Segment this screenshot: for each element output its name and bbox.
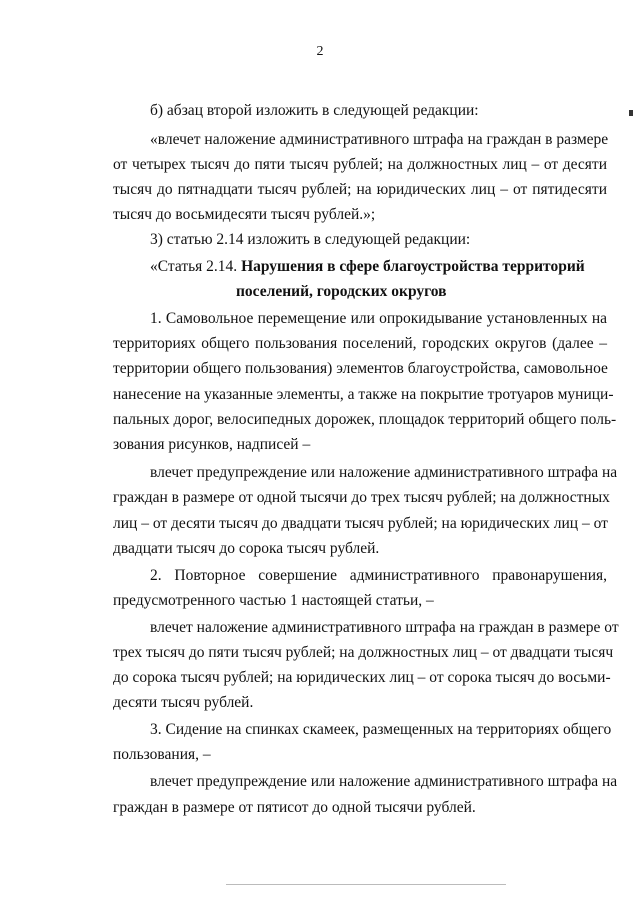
text-line: трех тысяч до пяти тысяч рублей; на должностных лиц – от двадцати тысяч	[113, 644, 614, 661]
text-line: лиц – от десяти тысяч до двадцати тысяч рублей; на юридических лиц – от	[113, 515, 608, 532]
text-line: от четырех тысяч до пяти тысяч рублей; на должностных лиц – от десяти	[113, 156, 607, 173]
text-line: предусмотренного частью 1 настоящей статьи, –	[113, 592, 434, 609]
text-line: двадцати тысяч до сорока тысяч рублей.	[113, 540, 380, 557]
article-heading	[150, 259, 585, 275]
text-line: 3. Сидение на спинках скамеек, размещенных на территориях общего	[150, 721, 612, 738]
text-line: граждан в размере от пятисот до одной тысячи рублей.	[113, 799, 476, 816]
text-line: граждан в размере от одной тысячи до трех тысяч рублей; на должностных	[113, 489, 610, 506]
text-line: нанесение на указанные элементы, а также на покрытие тротуаров муници-	[113, 386, 614, 403]
text-line: пальных дорог, велосипедных дорожек, площадок территорий общего поль-	[113, 411, 617, 428]
text-line: территории общего пользования) элементов благоустройства, самовольное	[113, 360, 608, 377]
text-line: 1. Самовольное перемещение или опрокидывание установленных на	[150, 310, 607, 327]
text-line: 2. Повторное совершение административного правонарушения,	[150, 567, 607, 584]
text-line: б) абзац второй изложить в следующей редакции:	[150, 102, 479, 119]
text-line: влечет наложение административного штрафа на граждан в размере от	[150, 619, 619, 636]
scan-edge-mark	[629, 110, 633, 116]
text-line: тысяч до пятнадцати тысяч рублей; на юридических лиц – от пятидесяти	[113, 181, 607, 198]
footer-rule	[226, 884, 506, 885]
text-line: до сорока тысяч рублей; на юридических лиц – от сорока тысяч до восьми-	[113, 669, 611, 686]
text-line: «влечет наложение административного штрафа на граждан в размере	[150, 131, 609, 148]
text-line: влечет предупреждение или наложение административного штрафа на	[150, 464, 618, 481]
article-title-continued: поселений, городских округов	[236, 283, 447, 300]
text-line: тысяч до восьмидесяти тысяч рублей.»;	[113, 206, 376, 223]
text-line: 3) статью 2.14 изложить в следующей редакции:	[150, 231, 471, 248]
article-title: Нарушения в сфере благоустройства территорий	[241, 258, 585, 275]
text-line: зования рисунков, надписей –	[113, 436, 311, 453]
text-line: пользования, –	[113, 746, 211, 763]
text-line: территориях общего пользования поселений, городских округов (далее –	[113, 335, 607, 352]
text-line: влечет предупреждение или наложение административного штрафа на	[150, 773, 618, 790]
text-line: десяти тысяч рублей.	[113, 694, 254, 711]
article-number: «Статья 2.14.	[150, 258, 242, 275]
page-number: 2	[316, 44, 324, 59]
